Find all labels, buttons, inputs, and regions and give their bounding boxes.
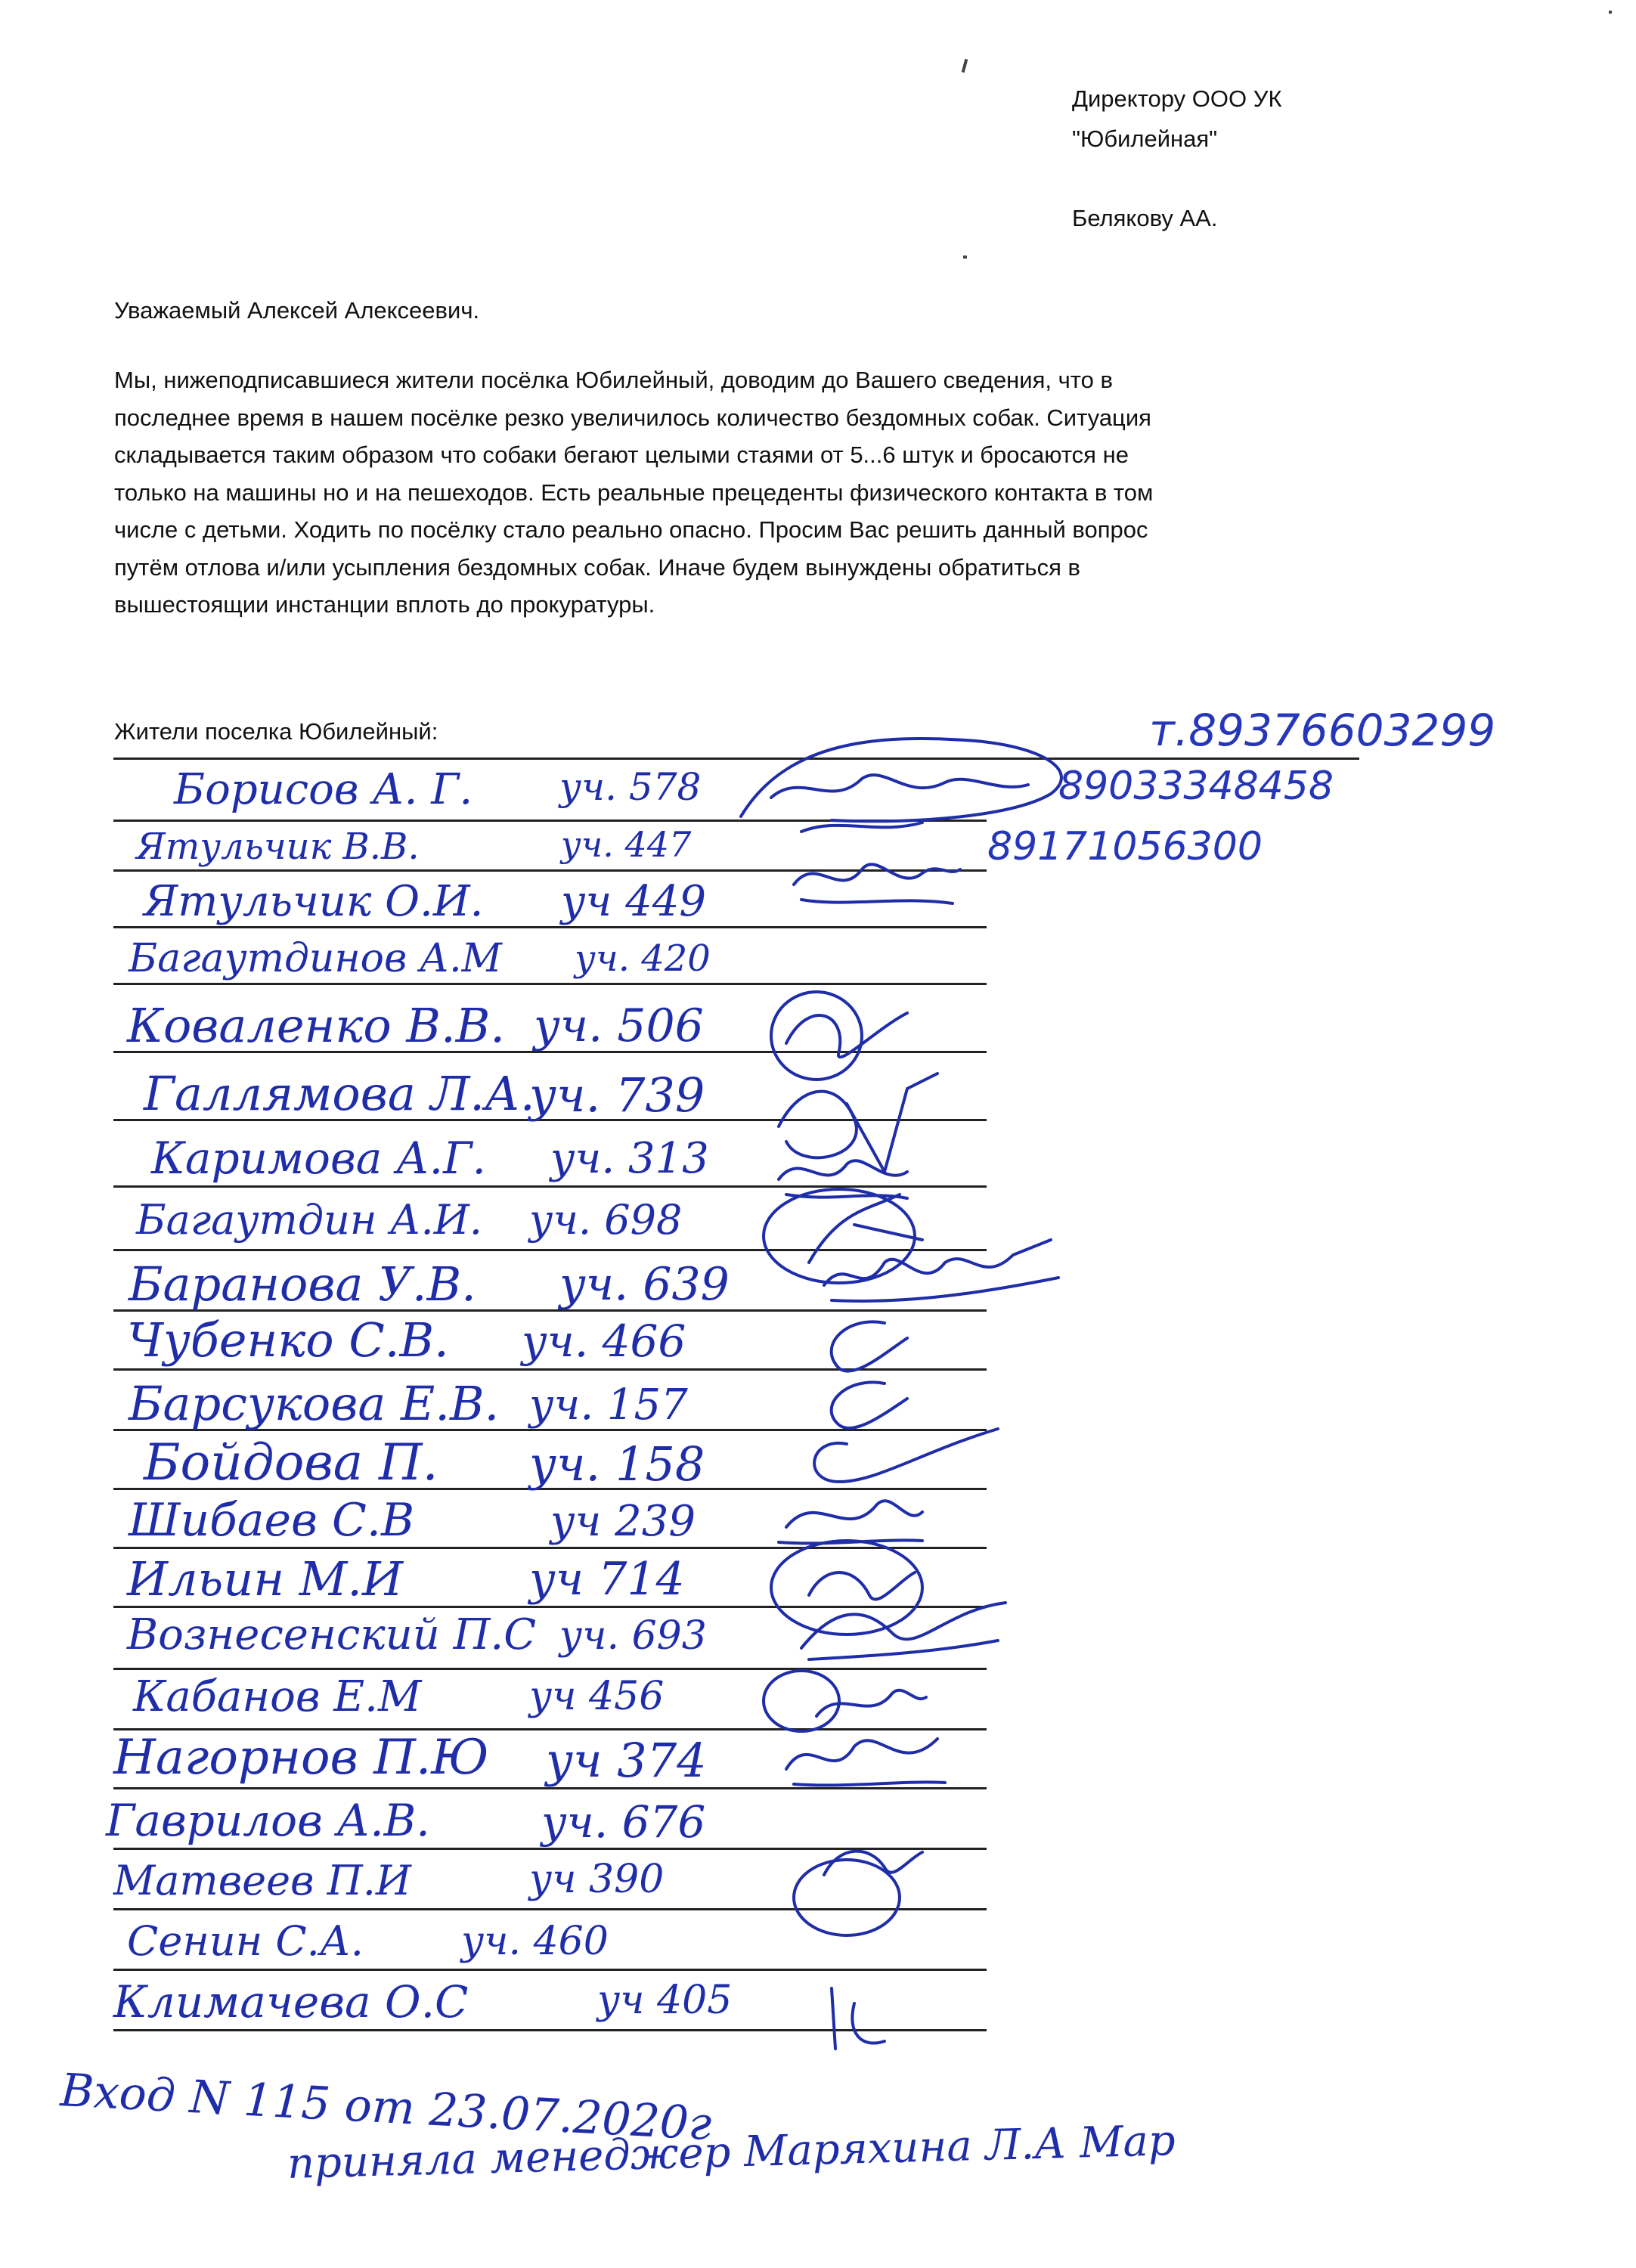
signatory-name: Барсукова Е.В. <box>129 1376 500 1431</box>
signatory-plot: уч. 460 <box>461 1919 609 1964</box>
signatory-name: Ятульчик О.И. <box>144 877 484 926</box>
signatory-plot: уч. 578 <box>559 765 702 809</box>
signatory-plot: уч. 157 <box>529 1380 688 1430</box>
body-line: путём отлова и/или усыпления бездомных собак. Иначе будем вынуждены обратиться в <box>114 553 1080 581</box>
addressee-line: Белякову АА. <box>1072 205 1218 231</box>
signature-image <box>809 1981 900 2064</box>
signatory-name: Чубенко С.В. <box>127 1312 449 1368</box>
signatory-name: Галлямова Л.А. <box>144 1066 535 1121</box>
signature-image <box>786 832 968 922</box>
signatory-name: Коваленко В.В. <box>127 998 505 1053</box>
signatory-name: Багаутдинов А.М <box>129 936 502 981</box>
signatory-name: Нагорнов П.Ю <box>113 1730 489 1786</box>
signatory-plot: уч 239 <box>550 1497 696 1546</box>
body-line: вышестоящии инстанции вплоть до прокуратуры. <box>114 591 655 618</box>
body-line: только на машины но и на пешеходов. Есть реальные прецеденты физического контакта в том <box>114 479 1154 506</box>
addressee-line: Директору ООО УК <box>1072 85 1282 112</box>
signature-image <box>771 1716 953 1799</box>
residents-heading: Жители поселка Юбилейный: <box>114 718 438 745</box>
greeting: Уважаемый Алексей Алексеевич. <box>114 297 480 324</box>
phone-number: 89171056300 <box>987 824 1263 869</box>
signatory-plot: уч. 639 <box>559 1258 730 1311</box>
signatory-name: Гаврилов А.В. <box>106 1795 430 1846</box>
body-line: последнее время в нашем посёлке резко увеличилось количество бездомных собак. Ситуация <box>114 404 1151 431</box>
signatory-plot: уч. 420 <box>575 937 711 980</box>
signatory-plot: уч. 466 <box>522 1315 686 1367</box>
signatory-name: Шибаев С.В <box>129 1494 415 1547</box>
petition-body <box>114 361 1346 624</box>
signatory-plot: уч. 447 <box>561 824 692 865</box>
signatory-plot: уч 405 <box>597 1978 733 2023</box>
signatory-plot: уч 390 <box>529 1857 665 1902</box>
scan-speck <box>962 59 968 73</box>
table-rule <box>113 1969 987 1971</box>
addressee-block <box>1072 79 1601 238</box>
signatory-plot: уч. 313 <box>550 1134 709 1183</box>
signatory-plot: уч. 693 <box>559 1613 707 1659</box>
signatory-name: Багаутдин А.И. <box>136 1196 482 1244</box>
table-rule <box>113 926 987 928</box>
signatory-name: Бойдова П. <box>144 1433 438 1492</box>
phone-number: т.89376603299 <box>1149 705 1496 756</box>
signatory-plot: уч 714 <box>529 1553 685 1606</box>
signatory-name: Климачева О.С <box>113 1976 469 2028</box>
phone-number: 89033348458 <box>1058 764 1334 809</box>
signatory-plot: уч. 739 <box>529 1067 705 1123</box>
signatory-name: Ятульчик В.В. <box>136 826 420 868</box>
addressee-line: "Юбилейная" <box>1072 125 1218 152</box>
signatory-plot: уч. 698 <box>529 1196 683 1244</box>
signatory-plot: уч 374 <box>546 1733 707 1788</box>
signatory-name: Баранова У.В. <box>129 1256 476 1312</box>
signatory-plot: уч 449 <box>561 877 707 926</box>
signatory-name: Матвеев П.И <box>113 1857 411 1904</box>
body-line: складывается таким образом что собаки бегают целыми стаями от 5...6 штук и бросаются не <box>114 442 1129 468</box>
signatory-name: Каримова А.Г. <box>151 1132 486 1184</box>
signatory-name: Ильин М.И <box>127 1551 404 1606</box>
signatory-name: Кабанов Е.М <box>133 1672 422 1721</box>
signatory-plot: уч. 676 <box>541 1796 706 1848</box>
signatory-name: Борисов А. Г. <box>174 765 473 814</box>
signature-image <box>816 1232 1081 1315</box>
body-line: числе с детьми. Ходить по посёлку стало реально опасно. Просим Вас решить данный вопрос <box>114 516 1148 543</box>
signatory-plot: уч 456 <box>529 1674 665 1719</box>
receipt-note-line: приняла менеджер Маряхина Л.А Мар <box>287 2116 1176 2189</box>
signatory-name: Вознесенский П.С <box>127 1610 537 1659</box>
signatory-plot: уч. 158 <box>529 1436 705 1492</box>
receipt-note-line: Вход N 115 от 23.07.2020г <box>59 2064 713 2152</box>
scan-speck <box>1609 11 1612 14</box>
signature-image <box>779 1830 930 1943</box>
signatory-name: Сенин С.А. <box>127 1917 364 1965</box>
body-line: Мы, нижеподписавшиеся жители посёлка Юбилейный, доводим до Вашего сведения, что в <box>114 367 1113 393</box>
signatory-plot: уч. 506 <box>534 999 704 1052</box>
scan-speck <box>963 256 967 259</box>
signature-image <box>786 1588 1013 1671</box>
